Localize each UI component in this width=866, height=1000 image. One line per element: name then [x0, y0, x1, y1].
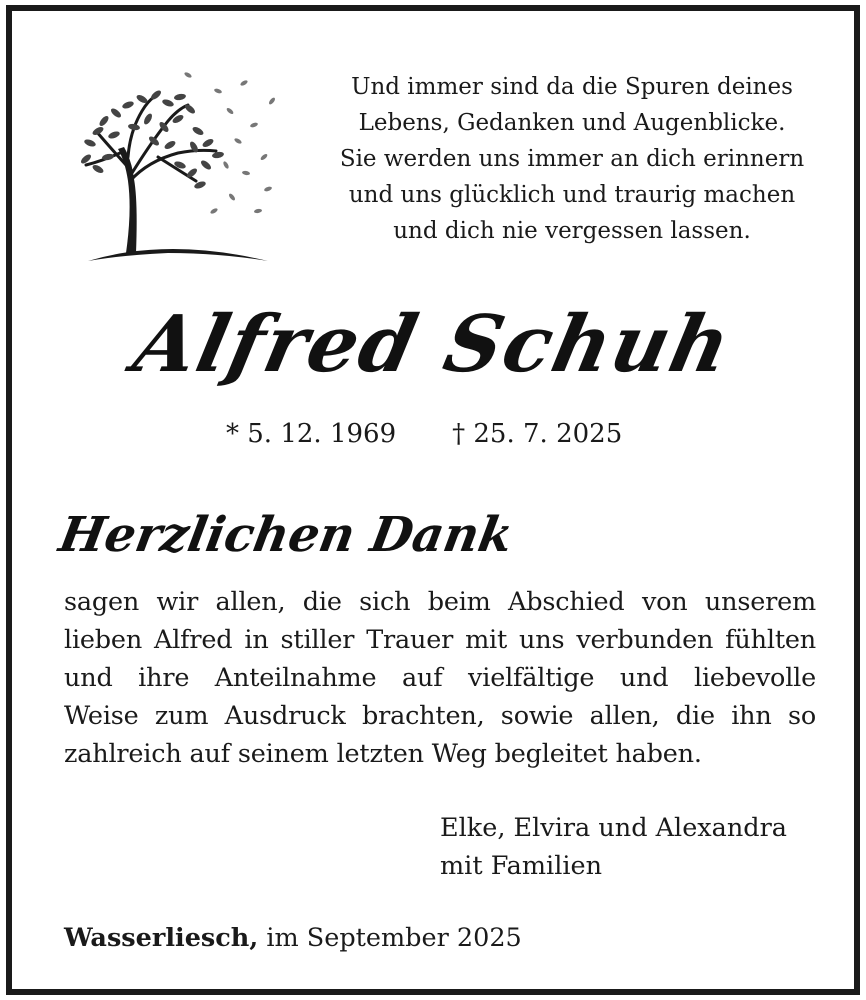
signature-line: Elke, Elvira und Alexandra: [440, 813, 788, 843]
place-and-date: [64, 923, 522, 953]
thanks-message: [64, 583, 816, 773]
deceased-name: Alfred Schuh: [126, 299, 740, 390]
message-line: zahlreich auf seinem letzten Weg begleitet haben.: [64, 739, 702, 769]
poem-line: Lebens, Gedanken und Augenblicke.: [358, 110, 786, 136]
town-name: Wasserliesch,: [64, 923, 259, 953]
obituary-notice: [6, 5, 860, 995]
message-line: Weise zum Ausdruck brachten, sowie allen, die ihn so: [64, 701, 816, 731]
thanks-heading: Herzlichen Dank: [55, 507, 517, 563]
birth-date: * 5. 12. 1969: [226, 419, 397, 449]
poem-line: und dich nie vergessen lassen.: [393, 218, 751, 244]
death-date: † 25. 7. 2025: [452, 419, 623, 449]
life-dates: [226, 419, 622, 449]
poem-line: und uns glücklich und traurig machen: [348, 182, 796, 208]
message-line: und ihre Anteilnahme auf vielfältige und liebevolle: [64, 663, 816, 693]
notice-date: im September 2025: [266, 923, 522, 953]
poem-line: Und immer sind da die Spuren deines: [351, 74, 793, 100]
signature: [440, 809, 787, 885]
signature-line: mit Familien: [440, 851, 603, 881]
memorial-poem: [312, 69, 832, 249]
message-line: lieben Alfred in stiller Trauer mit uns verbunden fühlten: [64, 625, 816, 655]
windblown-tree-icon: [68, 61, 288, 271]
message-line: sagen wir allen, die sich beim Abschied von unserem: [64, 587, 816, 617]
poem-line: Sie werden uns immer an dich erinnern: [339, 146, 805, 172]
